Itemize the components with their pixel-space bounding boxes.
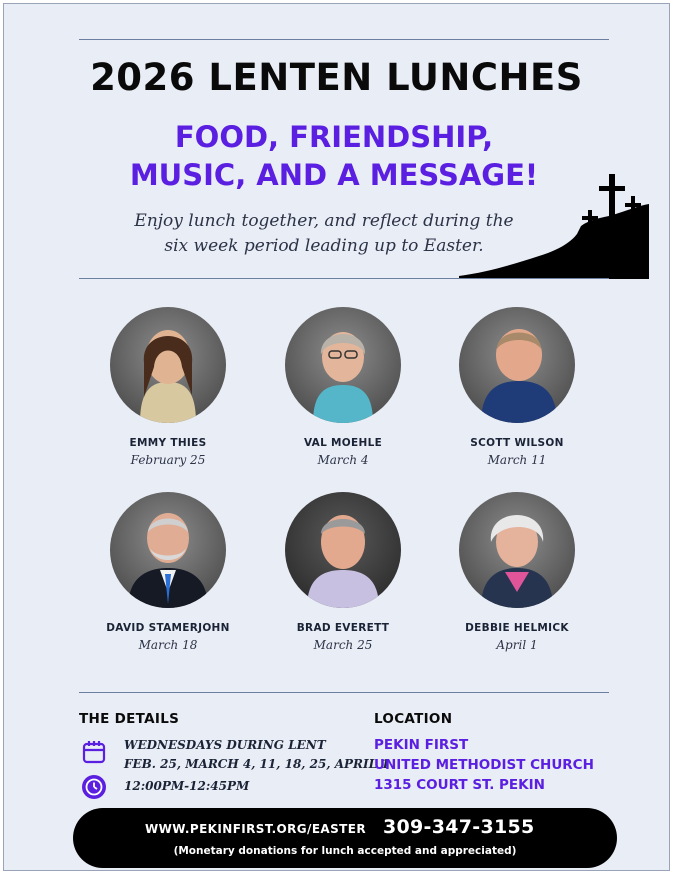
speaker-name: DEBBIE HELMICK — [465, 622, 569, 634]
avatar — [459, 492, 575, 608]
location-address: 1315 COURT ST. PEKIN — [374, 777, 545, 793]
subtitle-line-2: MUSIC, AND A MESSAGE! — [129, 158, 539, 192]
avatar — [110, 492, 226, 608]
details-days: WEDNESDAYS DURING LENT — [124, 738, 326, 752]
flyer-page — [3, 3, 670, 871]
details-heading: THE DETAILS — [79, 711, 180, 727]
speaker-date: March 11 — [487, 453, 547, 467]
speaker-name: VAL MOEHLE — [303, 437, 383, 449]
speaker-card — [427, 307, 607, 467]
speaker-card — [427, 492, 607, 652]
bottom-divider — [79, 692, 609, 693]
subtitle-line-1: FOOD, FRIENDSHIP, — [174, 120, 494, 154]
speaker-date: April 1 — [496, 638, 538, 652]
avatar — [110, 307, 226, 423]
speaker-name: BRAD EVERETT — [296, 622, 390, 634]
footer-bar — [73, 808, 617, 868]
tagline-line-2: six week period leading up to Easter. — [164, 236, 484, 256]
avatar — [285, 307, 401, 423]
speaker-date: March 4 — [317, 453, 369, 467]
speaker-name: EMMY THIES — [129, 437, 207, 449]
avatar — [285, 492, 401, 608]
speaker-card — [78, 492, 258, 652]
flyer-title: 2026 LENTEN LUNCHES — [90, 56, 583, 99]
footer-url[interactable]: WWW.PEKINFIRST.ORG/EASTER — [145, 822, 366, 836]
crosses-on-hill-icon — [459, 164, 649, 279]
middle-divider — [79, 278, 609, 279]
calendar-icon — [82, 740, 106, 764]
top-divider — [79, 39, 609, 40]
speaker-date: March 18 — [138, 638, 198, 652]
location-heading: LOCATION — [374, 711, 453, 727]
details-time: 12:00PM-12:45PM — [124, 779, 250, 793]
location-line-1: PEKIN FIRST — [374, 737, 469, 753]
speaker-date: February 25 — [130, 453, 206, 467]
details-dates: FEB. 25, MARCH 4, 11, 18, 25, APRIL 1 — [124, 757, 390, 771]
clock-icon — [81, 774, 107, 800]
footer-note: (Monetary donations for lunch accepted and appreciated) — [173, 845, 517, 857]
speaker-card — [253, 492, 433, 652]
tagline-line-1: Enjoy lunch together, and reflect during the — [134, 211, 514, 231]
speaker-name: SCOTT WILSON — [470, 437, 564, 449]
speaker-card — [253, 307, 433, 467]
speaker-card — [78, 307, 258, 467]
avatar — [459, 307, 575, 423]
speaker-name: DAVID STAMERJOHN — [106, 622, 230, 634]
footer-phone[interactable]: 309-347-3155 — [383, 816, 535, 838]
speaker-date: March 25 — [313, 638, 373, 652]
location-line-2: UNITED METHODIST CHURCH — [374, 757, 594, 773]
